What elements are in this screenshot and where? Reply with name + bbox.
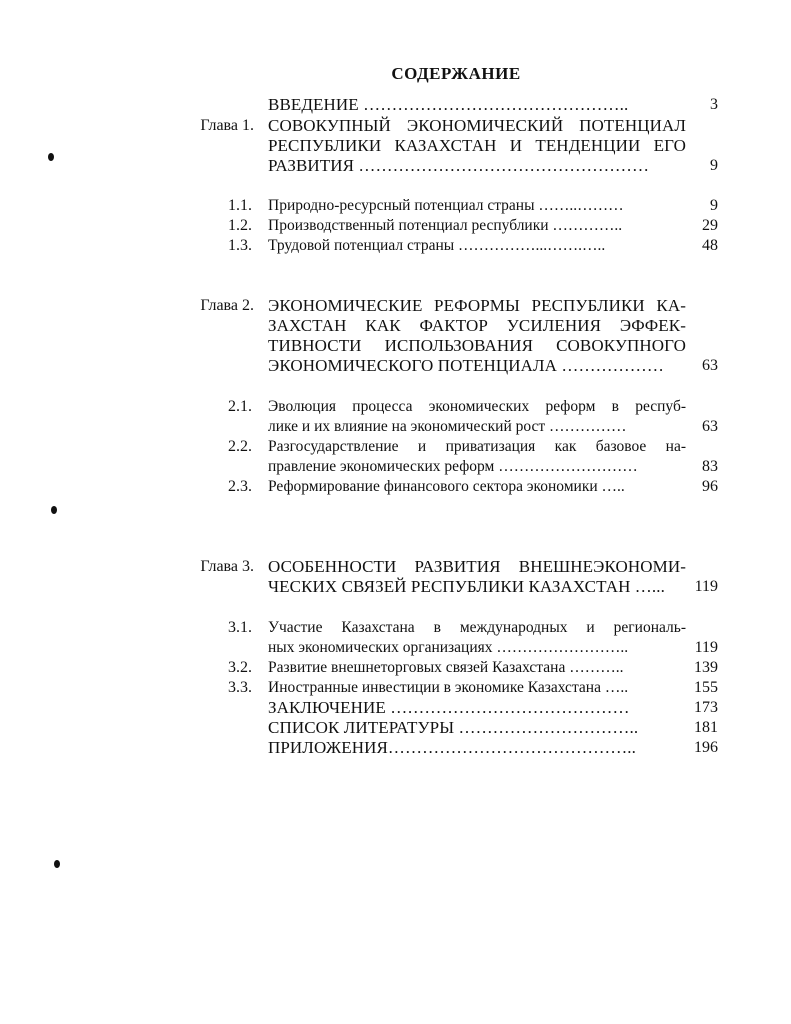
toc-section-label: 3.3.	[228, 679, 252, 696]
toc-entry-text: СПИСОК ЛИТЕРАТУРЫ …………………………..	[268, 718, 639, 737]
toc-entry-text: ЗАКЛЮЧЕНИЕ ……………………………………	[268, 698, 630, 717]
toc-entry-text: ВВЕДЕНИЕ ………………………………………..	[268, 95, 629, 114]
toc-section-label: 1.2.	[228, 217, 252, 234]
toc-entry-text: ных экономических организациях ……………………..	[268, 639, 629, 656]
toc-entry-text: Природно-ресурсный потенциал страны ……..………	[268, 197, 624, 214]
toc-entry-text: Иностранные инвестиции в экономике Казахстана …..	[268, 679, 629, 696]
toc-page-number: 83	[702, 458, 718, 475]
toc-entry-line: Эволюция процесса экономических реформ в респуб-	[268, 398, 686, 415]
toc-section-label: 2.1.	[228, 398, 252, 415]
toc-page-number: 48	[702, 237, 718, 254]
toc-entry-text: Трудовой потенциал страны ……………...…….…..	[268, 237, 606, 254]
punch-hole-mark	[48, 153, 54, 161]
toc-section-label: 2.3.	[228, 478, 252, 495]
toc-entry-line: СОВОКУПНЫЙ ЭКОНОМИЧЕСКИЙ ПОТЕНЦИАЛ	[268, 116, 686, 135]
toc-entry-text: лике и их влияние на экономический рост ……………	[268, 418, 627, 435]
toc-page-number: 63	[702, 357, 718, 374]
toc-entry-text: РАЗВИТИЯ ……………………………………………	[268, 156, 650, 175]
toc-section-label: 1.3.	[228, 237, 252, 254]
toc-entry-text: ЧЕСКИХ СВЯЗЕЙ РЕСПУБЛИКИ КАЗАХСТАН …...	[268, 577, 665, 596]
toc-entry-line: ОСОБЕННОСТИ РАЗВИТИЯ ВНЕШНЕЭКОНОМИ-	[268, 557, 686, 576]
toc-entry-line: Участие Казахстана в международных и региональ-	[268, 619, 686, 636]
toc-chapter-label: Глава 3.	[200, 558, 254, 575]
toc-page-number: 119	[694, 578, 718, 595]
toc-page-number: 139	[694, 659, 718, 676]
punch-hole-mark	[54, 860, 60, 868]
toc-page-number: 181	[694, 719, 718, 736]
toc-entry-line: Разгосударствление и приватизация как базовое на-	[268, 438, 686, 455]
toc-chapter-label: Глава 1.	[200, 117, 254, 134]
toc-page-number: 96	[702, 478, 718, 495]
toc-page-number: 9	[710, 157, 718, 174]
toc-entry-text: Развитие внешнеторговых связей Казахстана ………..	[268, 659, 624, 676]
toc-page-number: 63	[702, 418, 718, 435]
page-title: СОДЕРЖАНИЕ	[391, 64, 521, 83]
toc-entry-text: ПРИЛОЖЕНИЯ……………………………………..	[268, 738, 637, 757]
toc-entry-line: ЭКОНОМИЧЕСКИЕ РЕФОРМЫ РЕСПУБЛИКИ КА-	[268, 296, 686, 315]
toc-page-number: 119	[694, 639, 718, 656]
toc-section-label: 1.1.	[228, 197, 252, 214]
toc-page-number: 196	[694, 739, 718, 756]
toc-section-label: 3.2.	[228, 659, 252, 676]
toc-entry-line: РЕСПУБЛИКИ КАЗАХСТАН И ТЕНДЕНЦИИ ЕГО	[268, 136, 686, 155]
punch-hole-mark	[51, 506, 57, 514]
toc-page-number: 173	[694, 699, 718, 716]
toc-page-number: 155	[694, 679, 718, 696]
toc-entry-text: Производственный потенциал республики …………..	[268, 217, 623, 234]
toc-section-label: 3.1.	[228, 619, 252, 636]
toc-entry-text: правление экономических реформ ………………………	[268, 458, 638, 475]
toc-entry-text: Реформирование финансового сектора экономики …..	[268, 478, 625, 495]
toc-entry-line: ТИВНОСТИ ИСПОЛЬЗОВАНИЯ СОВОКУПНОГО	[268, 336, 686, 355]
toc-page-number: 29	[702, 217, 718, 234]
toc-chapter-label: Глава 2.	[200, 297, 254, 314]
toc-entry-line: ЗАХСТАН КАК ФАКТОР УСИЛЕНИЯ ЭФФЕК-	[268, 316, 686, 335]
toc-section-label: 2.2.	[228, 438, 252, 455]
toc-entry-text: ЭКОНОМИЧЕСКОГО ПОТЕНЦИАЛА ………………	[268, 356, 664, 375]
toc-page-number: 9	[710, 197, 718, 214]
toc-page-number: 3	[710, 96, 718, 113]
